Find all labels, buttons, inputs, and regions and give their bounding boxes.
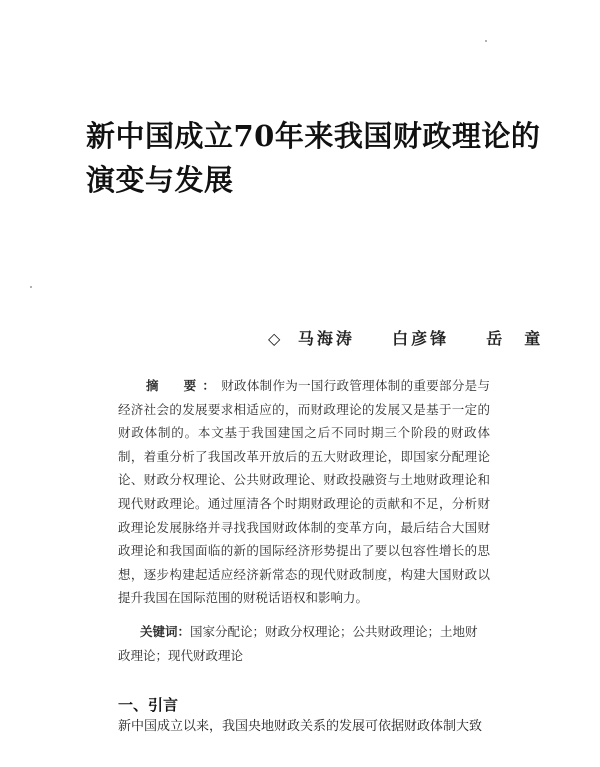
keywords-text: 国家分配论；财政分权理论；公共财政理论；土地财政理论；现代财政理论 — [118, 624, 478, 663]
abstract — [118, 374, 490, 610]
author-name: 岳 童 — [486, 329, 544, 348]
author-list — [268, 326, 543, 349]
abstract-text: 财政体制作为一国行政管理体制的重要部分是与经济社会的发展要求相适应的，而财政理论的发展又是基于一定的财政体制的。本文基于我国建国之后不同时期三个阶段的财政体制，着重分析了我国改革开放后的五大财政理论，即国家分配理论论、财政分权理论、公共财政理论、财政投融资与土地财政理论和现代财政理论。通过厘清各个时期财政理论的贡献和不足，分析财政理论发展脉络并寻找我国财政体制的变革方向，最后结合大国财政理论和我国面临的新的国际经济形势提出了要以包容性增长的思想，逐步构建起适应经济新常态的现代财政制度，构建大国财政以提升我国在国际范围的财税话语权和影响力。 — [118, 378, 490, 606]
paper-title — [86, 114, 556, 202]
author-name: 白彦锋 — [392, 329, 450, 348]
author-marker-icon: ◇ — [268, 329, 284, 348]
title-line-1: 新中国成立70年来我国财政理论的 — [86, 119, 541, 153]
scan-speck — [485, 40, 487, 42]
keywords — [118, 620, 490, 667]
author-name: 马海涛 — [297, 329, 355, 348]
body-paragraph: 新中国成立以来，我国央地财政关系的发展可依据财政体制大致 — [118, 719, 483, 734]
title-line-2: 演变与发展 — [86, 163, 234, 197]
keywords-label: 关键词： — [140, 624, 191, 639]
abstract-label: 摘 要： — [146, 378, 222, 393]
scan-speck — [30, 286, 32, 288]
section-heading: 一、引言 — [118, 696, 179, 714]
